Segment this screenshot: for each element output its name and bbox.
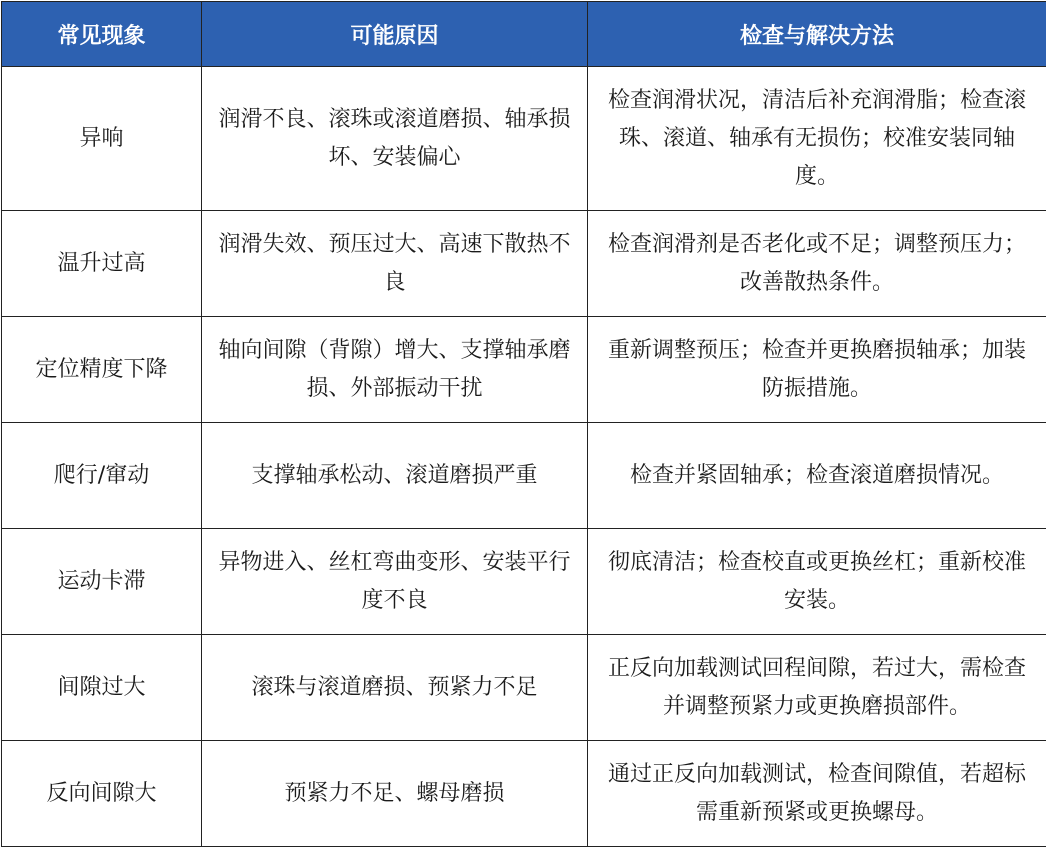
table-row (2, 423, 1046, 529)
phenomenon-cell: 运动卡滞 (2, 529, 202, 635)
solution-cell: 检查润滑剂是否老化或不足；调整预压力；改善散热条件。 (588, 211, 1046, 317)
phenomenon-cell: 异响 (2, 67, 202, 211)
solution-cell: 正反向加载测试回程间隙，若过大，需检查并调整预紧力或更换磨损部件。 (588, 635, 1046, 741)
table-row (2, 741, 1046, 847)
table-row (2, 317, 1046, 423)
header-phenomenon: 常见现象 (2, 2, 202, 67)
phenomenon-cell: 间隙过大 (2, 635, 202, 741)
phenomenon-cell: 温升过高 (2, 211, 202, 317)
solution-cell: 通过正反向加载测试，检查间隙值，若超标需重新预紧或更换螺母。 (588, 741, 1046, 847)
phenomenon-cell: 反向间隙大 (2, 741, 202, 847)
solution-cell: 彻底清洁；检查校直或更换丝杠；重新校准安装。 (588, 529, 1046, 635)
cause-cell: 支撑轴承松动、滚道磨损严重 (202, 423, 588, 529)
cause-cell: 润滑失效、预压过大、高速下散热不良 (202, 211, 588, 317)
table-row (2, 529, 1046, 635)
solution-cell: 重新调整预压；检查并更换磨损轴承；加装防振措施。 (588, 317, 1046, 423)
cause-cell: 异物进入、丝杠弯曲变形、安装平行度不良 (202, 529, 588, 635)
cause-cell: 预紧力不足、螺母磨损 (202, 741, 588, 847)
solution-cell: 检查并紧固轴承；检查滚道磨损情况。 (588, 423, 1046, 529)
table-row (2, 67, 1046, 211)
cause-cell: 轴向间隙（背隙）增大、支撑轴承磨损、外部振动干扰 (202, 317, 588, 423)
table-header-row (2, 2, 1046, 67)
phenomenon-cell: 定位精度下降 (2, 317, 202, 423)
solution-cell: 检查润滑状况，清洁后补充润滑脂；检查滚珠、滚道、轴承有无损伤；校准安装同轴度。 (588, 67, 1046, 211)
header-cause: 可能原因 (202, 2, 588, 67)
table-row (2, 211, 1046, 317)
cause-cell: 润滑不良、滚珠或滚道磨损、轴承损坏、安装偏心 (202, 67, 588, 211)
phenomenon-cell: 爬行/窜动 (2, 423, 202, 529)
troubleshooting-table (1, 1, 1046, 847)
header-solution: 检查与解决方法 (588, 2, 1046, 67)
cause-cell: 滚珠与滚道磨损、预紧力不足 (202, 635, 588, 741)
table-row (2, 635, 1046, 741)
